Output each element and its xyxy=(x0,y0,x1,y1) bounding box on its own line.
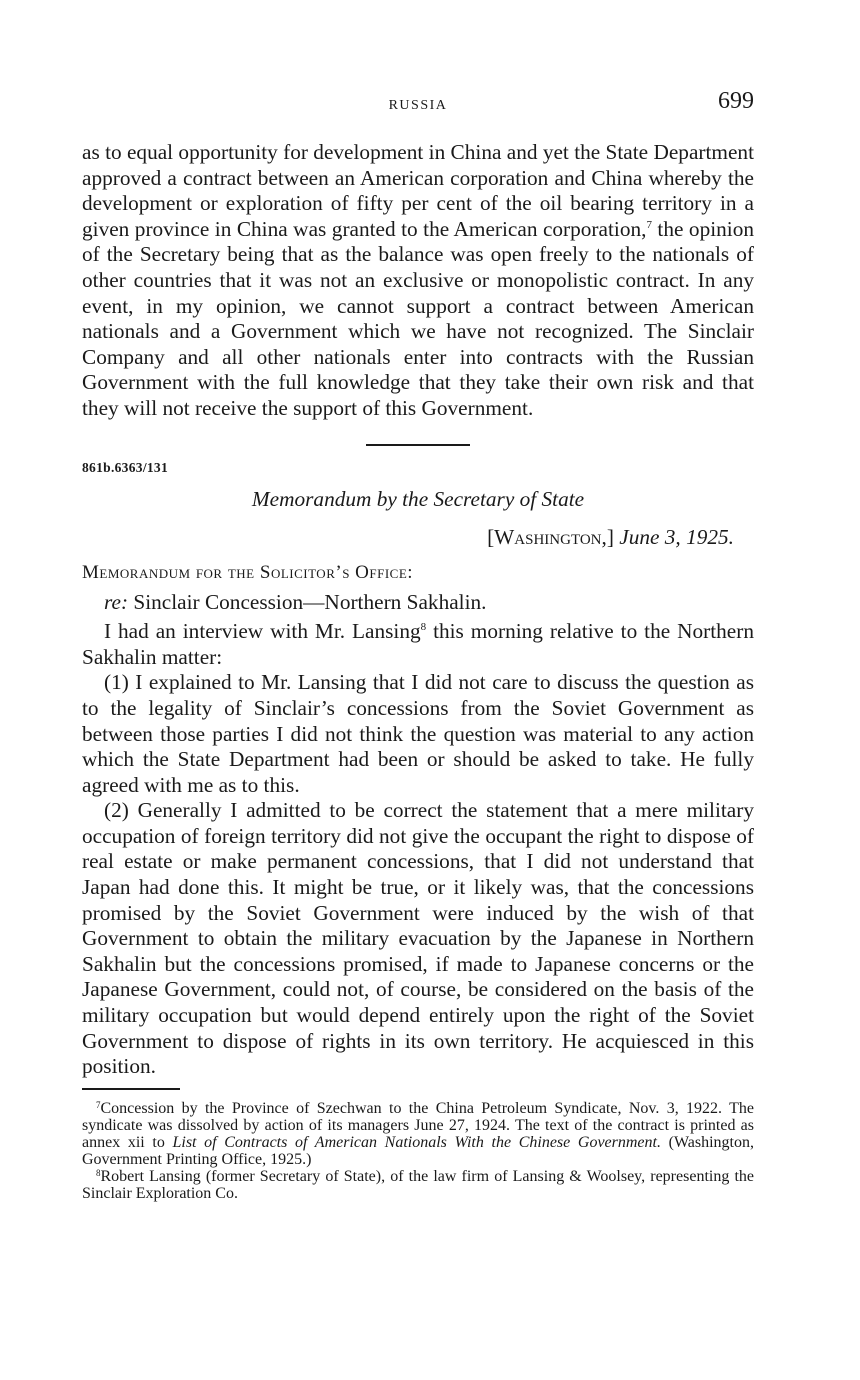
footnotes xyxy=(82,1100,754,1202)
footnote-ref-8[interactable]: 8 xyxy=(420,621,427,634)
footnote-rule xyxy=(82,1088,180,1090)
continued-paragraph xyxy=(82,140,754,422)
re-label: re: xyxy=(104,589,129,614)
footnote-7-title: List of Contracts of American Nationals With the Chinese Government. xyxy=(172,1133,661,1151)
footnote-ref-7[interactable]: 7 xyxy=(646,218,652,231)
footnote-7-text-b: (Washington, Government Printing Office, 1925.) xyxy=(82,1133,754,1168)
dateline-date: June 3, 1925. xyxy=(619,524,734,549)
intro-paragraph xyxy=(82,619,754,670)
point-2-paragraph: (2) Generally I admitted to be correct the statement that a mere military occupation of foreign territory did not give the occupant the right to dispose of real estate or make permanent concessions, that I did not understand that Japan had done this. It might be true, or it likely was, that the concessions promised by the Soviet Government were induced by the wish of that Government to obtain the military evacuation by the Japanese in Northern Sakhalin but the concessions promised, if made to Japanese concerns or the Japanese Government, could not, of course, be considered on the basis of the military occupation but would depend entirely upon the right of the Soviet Government to dispose of rights in its own territory. He acquiesced in this position. xyxy=(82,798,754,1079)
footnote-7 xyxy=(82,1100,754,1168)
page xyxy=(82,88,754,1202)
document-title: Memorandum by the Secretary of State xyxy=(251,486,585,511)
dateline-place: [Washington,] xyxy=(487,524,614,549)
running-title: RUSSIA xyxy=(388,98,448,113)
footnote-7-mark: 7 xyxy=(96,1099,101,1110)
footnote-8 xyxy=(82,1168,754,1202)
re-line xyxy=(82,590,754,616)
continued-paragraph-rest: the opinion of the Secretary being that as the balance was open freely to the nationals of other countries that it was not an exclusive or monopolistic contract. In any event, in my opinion, we cannot support a contract between American nationals and a Government which we have not recognized. The Sinclair Company and all other nationals enter into contracts with the Russian Government with the full knowledge that they take their own risk and that they will not receive the support of this Government. xyxy=(82,216,754,420)
page-number: 699 xyxy=(718,88,754,114)
point-1-paragraph: (1) I explained to Mr. Lansing that I did not care to discuss the question as to the legality of Sinclair’s concessions from the Soviet Government as between those parties I did not think the question was material to any action which the State Department had been or should be asked to take. He fully agreed with me as to this. xyxy=(82,670,754,797)
dateline xyxy=(82,524,754,550)
file-number: 861b.6363/131 xyxy=(82,459,169,475)
memo-heading: Memorandum for the Solicitor’s Office: xyxy=(82,561,414,583)
footnote-7-text-a: Concession by the Province of Szechwan to the China Petroleum Syndicate, Nov. 3, 1922. The syndicate was dissolved by action of its managers June 27, 1924. The text of the contract is printed as annex xii to xyxy=(82,1099,754,1151)
intro-after: this morning relative to the Northern Sakhalin matter: xyxy=(82,619,754,669)
continued-paragraph-text: as to equal opportunity for development in China and yet the State Department approved a contract between an American corporation and China whereby the development or exploration of fifty per cent of the oil bearing territory in a given province in China was granted to the American corporation, xyxy=(82,140,754,241)
footnote-8-mark: 8 xyxy=(96,1167,101,1178)
footnote-8-text: Robert Lansing (former Secretary of State), of the law firm of Lansing & Woolsey, representing the Sinclair Exploration Co. xyxy=(82,1167,754,1202)
section-separator xyxy=(366,444,470,446)
re-text: Sinclair Concession—Northern Sakhalin. xyxy=(133,589,487,614)
intro-before: I had an interview with Mr. Lansing xyxy=(104,619,421,644)
running-head xyxy=(82,88,754,124)
